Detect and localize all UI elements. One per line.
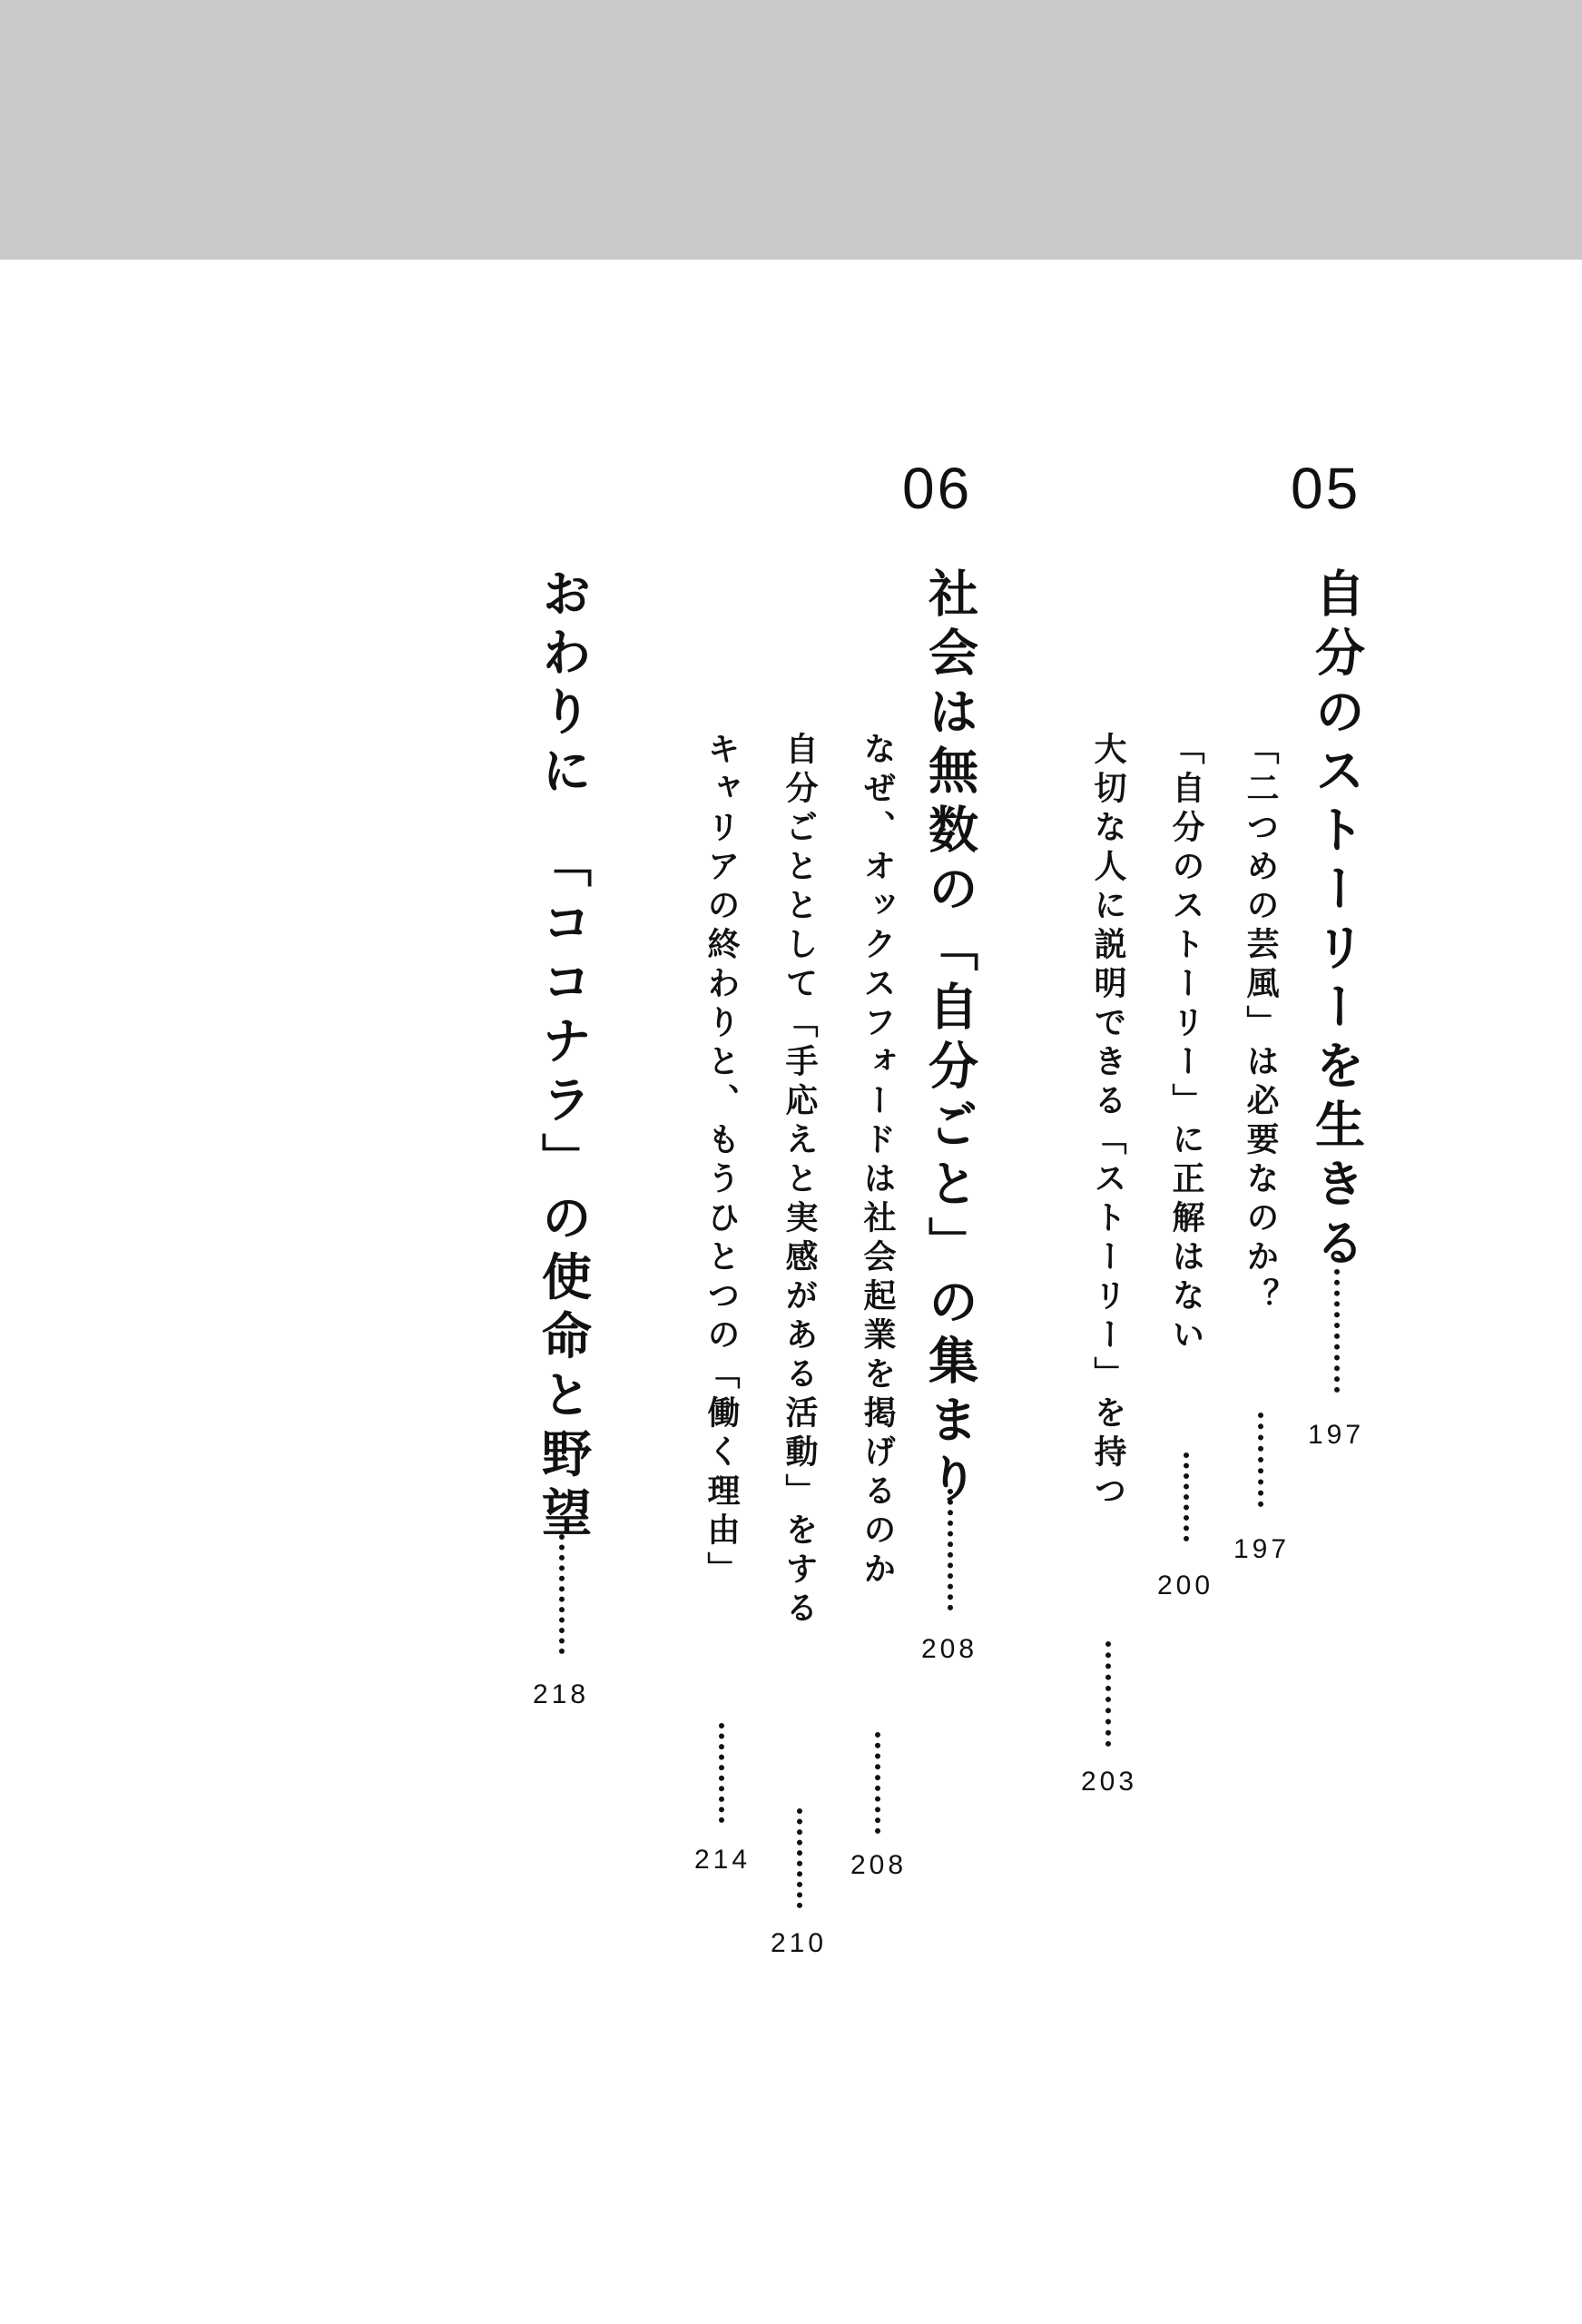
chapter-05-leader bbox=[1334, 1269, 1340, 1393]
chapter-05-title[interactable]: 自分のストーリーを生きる bbox=[1307, 567, 1365, 1275]
chapter-06-title[interactable]: 社会は無数の「自分ごと」の集まり bbox=[920, 567, 978, 1512]
section-06-3-leader bbox=[719, 1723, 724, 1823]
chapter-05-number: 05 bbox=[1291, 456, 1361, 521]
closing-leader bbox=[559, 1534, 565, 1654]
section-05-2-title[interactable]: 「自分のストーリー」に正解はない bbox=[1167, 732, 1204, 1356]
chapter-05-page: 197 bbox=[1307, 1420, 1365, 1450]
section-05-2-leader bbox=[1184, 1452, 1189, 1541]
section-06-2-leader bbox=[797, 1808, 802, 1908]
section-05-1-leader bbox=[1258, 1413, 1263, 1507]
closing-title[interactable]: おわりに 「ココナラ」の使命と野望 bbox=[534, 567, 592, 1546]
section-06-1-page: 208 bbox=[850, 1850, 908, 1880]
section-06-1-title[interactable]: なぜ、オックスフォードは社会起業を掲げるのか bbox=[859, 732, 896, 1590]
section-06-3-page: 214 bbox=[693, 1845, 752, 1875]
chapter-06-page: 208 bbox=[920, 1634, 978, 1664]
section-06-2-title[interactable]: 自分ごととして「手応えと実感がある活動」をする bbox=[781, 732, 818, 1630]
chapter-06-number: 06 bbox=[902, 456, 973, 521]
section-05-3-title[interactable]: 大切な人に説明できる「ストーリー」を持つ bbox=[1089, 732, 1126, 1512]
section-05-3-leader bbox=[1105, 1641, 1111, 1747]
section-05-3-page: 203 bbox=[1080, 1767, 1138, 1797]
section-05-1-title[interactable]: 「二つめの芸風」は必要なのか？ bbox=[1242, 732, 1279, 1317]
section-06-1-leader bbox=[875, 1732, 880, 1834]
section-06-3-title[interactable]: キャリアの終わりと、もうひとつの「働く理由」 bbox=[703, 732, 740, 1590]
section-05-2-page: 200 bbox=[1156, 1571, 1214, 1600]
section-06-2-page: 210 bbox=[770, 1928, 828, 1958]
header-band bbox=[0, 0, 1582, 260]
closing-page: 218 bbox=[532, 1679, 590, 1709]
section-05-1-page: 197 bbox=[1233, 1534, 1291, 1564]
chapter-06-leader bbox=[948, 1489, 953, 1610]
